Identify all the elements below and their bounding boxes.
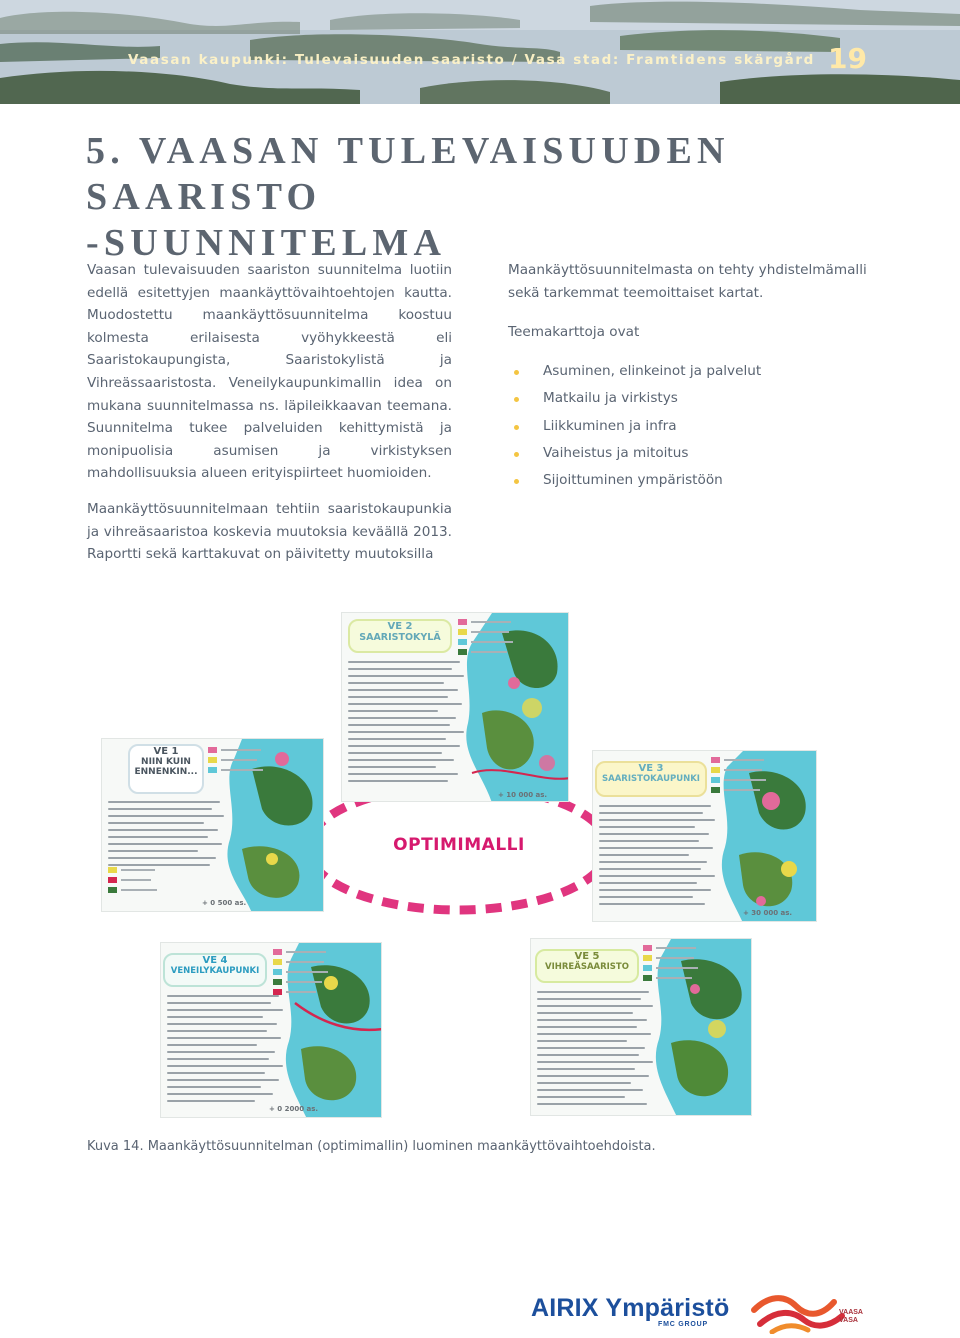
description-ve4 [167,995,285,1107]
bullet-icon [514,370,519,375]
theme-map-list [508,358,878,495]
section-heading-line1: 5. VAASAN TULEVAISUUDEN SAARISTO [86,130,730,218]
legend-ve1 [208,747,268,777]
bullet-icon [514,452,519,457]
legend-ve2 [458,619,518,659]
scale-label-ve1: + 0 500 as. [202,899,247,907]
left-paragraph-2: Maankäyttösuunnitelmaan tehtiin saaristokaupunkia ja vihreäsaaristoa koskevia muutoksia keväällä 2013. Raportti sekä karttakuvat on päivitetty muutoksilla [87,500,452,563]
page-number: 19 [828,42,867,75]
section-heading [86,128,906,266]
bullet-icon [514,397,519,402]
panel-label-ve5 [535,949,639,983]
vaasa-logo-text [839,1309,863,1325]
panel-label-ve4 [163,953,267,987]
panel-label-ve4-line2: VENEILYKAUPUNKI [170,966,260,976]
panel-label-ve3 [595,761,707,797]
list-item [508,358,878,385]
scale-label-ve3: + 30 000 as. [743,909,793,917]
right-paragraph-2: Teemakarttoja ovat [508,324,640,341]
description-ve1 [108,801,226,871]
panel-label-ve2-line1: VE 2 [387,621,413,632]
legend-ve4 [273,949,333,999]
header-banner [0,0,960,104]
panel-label-ve5-line1: VE 5 [574,951,600,962]
panel-label-ve1 [128,744,204,794]
panel-label-ve1-line3: ENNENKIN... [134,767,198,777]
panel-label-ve3-line1: VE 3 [638,763,664,774]
right-column [508,259,878,495]
vaasa-logo-line2: VASA [839,1317,858,1324]
list-item-label: Liikkuminen ja infra [543,417,677,434]
map-panel-ve3 [592,750,817,922]
list-item-label: Matkailu ja virkistys [543,390,678,407]
legend-ve3 [711,757,771,797]
section-heading-line2: -SUUNNITELMA [86,222,447,264]
panel-label-ve2 [348,619,452,653]
airix-logo-subtext: FMC GROUP [658,1321,708,1328]
bullet-icon [514,425,519,430]
panel-label-ve2-line2: SAARISTOKYLÄ [359,632,441,643]
legend-ve5 [643,945,703,985]
optimimalli-label: OPTIMIMALLI [393,835,525,855]
airix-logo-text: AIRIX Ympäristö [531,1294,730,1322]
description-ve2 [348,661,466,787]
legend-ve1-bottom [108,867,208,897]
list-item [508,413,878,440]
list-item [508,467,878,494]
list-item [508,385,878,412]
map-panel-ve2 [341,612,569,802]
scale-label-ve2: + 10 000 as. [498,791,548,799]
land-use-figure [0,600,960,1140]
panel-label-ve3-line2: SAARISTOKAUPUNKI [602,774,700,784]
map-panel-ve1 [101,738,324,912]
header-title: Vaasan kaupunki: Tulevaisuuden saaristo / Vasa stad: Framtidens skärgård [128,52,815,68]
description-ve3 [599,805,717,910]
list-item [508,440,878,467]
map-panel-ve5 [530,938,752,1116]
description-ve5 [537,991,655,1110]
list-item-label: Vaiheistus ja mitoitus [543,445,689,461]
map-panel-ve4 [160,942,382,1118]
list-item-label: Asuminen, elinkeinot ja palvelut [543,362,762,379]
left-column [87,259,452,566]
panel-label-ve1-line2: NIIN KUIN [141,757,191,767]
vaasa-logo-line1: VAASA [839,1309,863,1316]
bullet-icon [514,479,519,484]
panel-label-ve1-line1: VE 1 [153,746,179,757]
left-paragraph-1: Vaasan tulevaisuuden saariston suunnitelma luotiin edellä esitettyjen maankäyttövaihtoehtojen kautta. Muodostettu maankäyttösuunnitelma koostuu kolmesta erilaisesta vyöhykkeestä eli Saaristokaupungista, Saaristokylistä ja Vihreässaaristosta. Veneilykaupunkimallin idea on mukana suunnitelmassa ns. läpileikkaavan teemana. Suunnitelma tukee palveluiden kehittymistä ja monipuolisia asumisen ja virkistyksen mahdollisuuksia alueen erityispiirteet huomioiden. [87,262,452,482]
scale-label-ve4: + 0 2000 as. [269,1105,319,1113]
airix-logo [531,1294,730,1328]
right-paragraph-1: Maankäyttösuunnitelmasta on tehty yhdistelmämalli sekä tarkemmat teemoittaiset kartat. [508,262,867,301]
panel-label-ve4-line1: VE 4 [202,955,228,966]
list-item-label: Sijoittuminen ympäristöön [543,472,723,489]
figure-caption: Kuva 14. Maankäyttösuunnitelman (optimimallin) luominen maankäyttövaihtoehdoista. [87,1139,656,1154]
panel-label-ve5-line2: VIHREÄSAARISTO [545,962,629,972]
